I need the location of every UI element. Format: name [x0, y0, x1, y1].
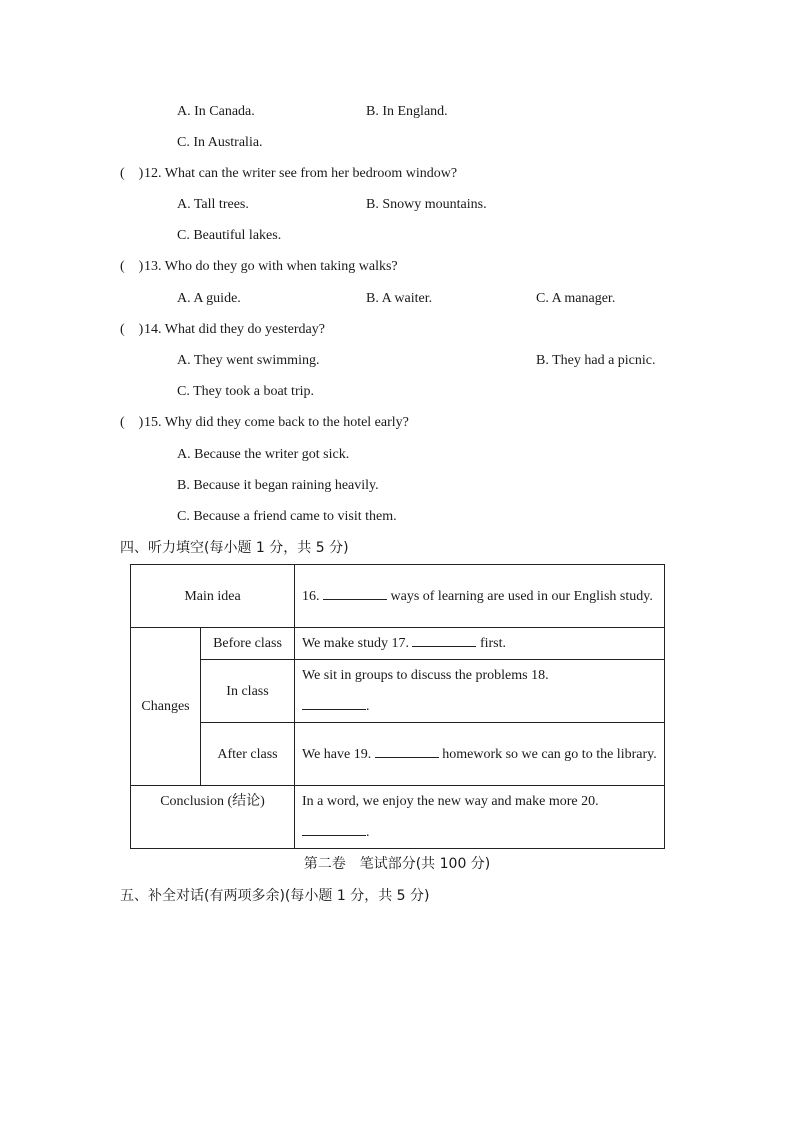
q11-option-b: B. In England.: [366, 104, 448, 119]
q12-stem: 12. What can the writer see from her bedroom window?: [144, 166, 458, 181]
q12-answer-paren[interactable]: ( ): [120, 166, 144, 181]
conclusion-cell: In a word, we enjoy the new way and make more 20. .: [295, 786, 665, 849]
q14-option-c: C. They took a boat trip.: [177, 384, 314, 399]
changes-label: Changes: [131, 628, 201, 786]
conclusion-label: Conclusion (结论): [131, 786, 295, 849]
q11-option-a: A. In Canada.: [177, 104, 255, 119]
q13-option-a: A. A guide.: [177, 291, 241, 306]
section-5-heading: 五、补全对话(有两项多余)(每小题 1 分，共 5 分): [120, 888, 430, 904]
before-class-label: Before class: [201, 628, 295, 660]
listening-fill-table: [130, 564, 665, 849]
q14-option-b: B. They had a picnic.: [536, 353, 656, 368]
q14-answer-paren[interactable]: ( ): [120, 322, 144, 337]
q15-option-c: C. Because a friend came to visit them.: [177, 509, 397, 524]
blank-17[interactable]: [412, 632, 476, 647]
in-class-cell: We sit in groups to discuss the problems 18. .: [295, 660, 665, 723]
blank-20[interactable]: [302, 821, 366, 836]
q15-stem: 15. Why did they come back to the hotel early?: [144, 415, 409, 430]
q14-option-a: A. They went swimming.: [177, 353, 320, 368]
q13-option-c: C. A manager.: [536, 291, 616, 306]
q13-option-b: B. A waiter.: [366, 291, 433, 306]
main-idea-cell: 16. ways of learning are used in our English study.: [295, 565, 665, 628]
q13-answer-paren[interactable]: ( ): [120, 259, 144, 274]
blank-16[interactable]: [323, 585, 387, 600]
after-class-label: After class: [201, 723, 295, 786]
before-class-cell: We make study 17. first.: [295, 628, 665, 660]
blank-19[interactable]: [375, 743, 439, 758]
q15-answer-paren[interactable]: ( ): [120, 415, 144, 430]
q12-option-c: C. Beautiful lakes.: [177, 228, 282, 243]
q13-stem: 13. Who do they go with when taking walks?: [144, 259, 398, 274]
after-class-cell: We have 19. homework so we can go to the library.: [295, 723, 665, 786]
part-2-title: 第二卷 笔试部分(共 100 分): [303, 856, 491, 872]
q15-option-a: A. Because the writer got sick.: [177, 447, 350, 462]
q12-option-b: B. Snowy mountains.: [366, 197, 487, 212]
main-idea-label: Main idea: [131, 565, 295, 628]
q11-option-c: C. In Australia.: [177, 135, 263, 150]
q12-option-a: A. Tall trees.: [177, 197, 249, 212]
in-class-label: In class: [201, 660, 295, 723]
q15-option-b: B. Because it began raining heavily.: [177, 478, 379, 493]
q14-stem: 14. What did they do yesterday?: [144, 322, 325, 337]
section-4-heading: 四、听力填空(每小题 1 分，共 5 分): [120, 540, 349, 556]
blank-18[interactable]: [302, 695, 366, 710]
